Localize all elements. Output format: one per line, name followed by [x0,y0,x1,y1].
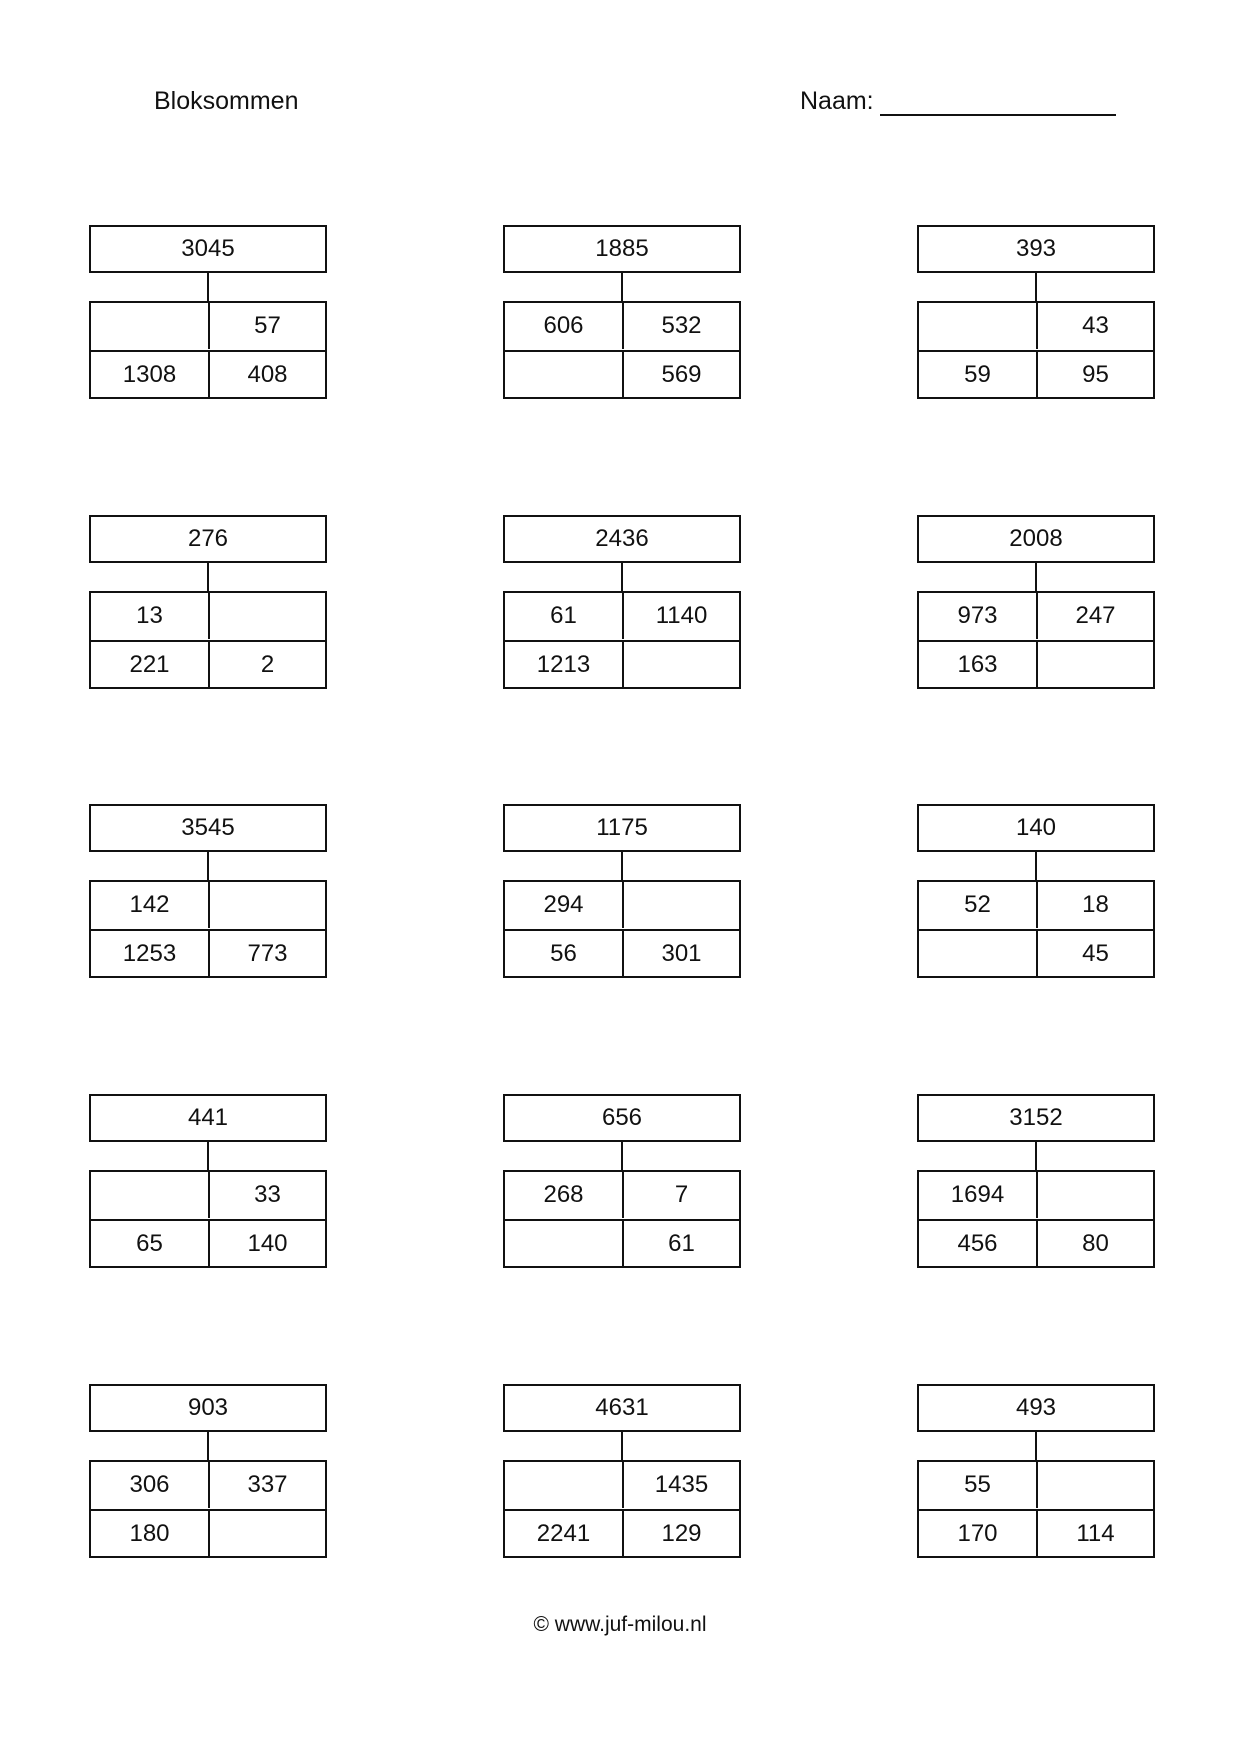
block-sum-cell: 18 [1036,882,1153,928]
name-label: Naam: [800,87,874,115]
block-sum-cell: 43 [1036,303,1153,349]
block-sum [917,1384,1155,1558]
block-sum-cell: 33 [208,1172,325,1218]
block-sum-cell: 532 [622,303,739,349]
block-sum-cells [89,301,327,399]
block-sum-connector [207,273,209,303]
block-sum-cells [917,1460,1155,1558]
block-sum-blank-cell[interactable] [505,1462,622,1508]
block-sum-cell: 2241 [505,1509,622,1556]
block-sum-cells [917,880,1155,978]
block-sum-cell: 1694 [950,1181,1005,1208]
block-sum-connector [621,1142,623,1172]
block-sum-connector [621,563,623,593]
block-sum-cell: 1140 [622,593,739,639]
block-sum-total: 140 [917,804,1155,852]
block-sum-total: 3545 [89,804,327,852]
block-sum-blank-cell[interactable] [1036,640,1153,687]
block-sum-blank-cell[interactable] [505,350,622,397]
block-sum-cells [89,880,327,978]
block-sum-connector [207,563,209,593]
block-sum-connector [1035,273,1037,303]
block-sum-total: 2008 [917,515,1155,563]
block-sum-cell: 408 [208,350,325,397]
name-blank-line[interactable] [880,92,1116,116]
block-sum-connector [1035,852,1037,882]
block-sum-cell: 55 [964,1471,991,1498]
block-sum-total: 903 [89,1384,327,1432]
block-sum-cell: 1435 [622,1462,739,1508]
block-sum-connector [1035,563,1037,593]
block-sum [89,804,327,978]
block-sum-cells [503,1170,741,1268]
block-sum-cell: 221 [91,640,208,687]
block-sum-connector [1035,1142,1037,1172]
block-sum-cells [503,1460,741,1558]
block-sum-cell: 57 [208,303,325,349]
block-sum-total: 441 [89,1094,327,1142]
block-sum-blank-cell[interactable] [208,593,325,639]
block-sum-cells [503,880,741,978]
block-sum-cells [917,301,1155,399]
block-sum-cell: 13 [136,602,163,629]
block-sum [503,1384,741,1558]
block-sum-total: 2436 [503,515,741,563]
block-sum-total: 4631 [503,1384,741,1432]
block-sum-cell: 1253 [91,929,208,976]
block-sum-cells [89,1170,327,1268]
copyright-footer: © www.juf-milou.nl [533,1613,707,1636]
block-sum-cell: 56 [505,929,622,976]
block-sum-total: 1175 [503,804,741,852]
block-sum-cell: 1213 [505,640,622,687]
block-sum [917,225,1155,399]
name-field [800,86,1116,116]
block-sum-cells [89,1460,327,1558]
block-sum-cell: 306 [129,1471,170,1498]
block-sum-cell: 973 [957,602,998,629]
block-sum-cell: 2 [208,640,325,687]
block-sum-cells [917,1170,1155,1268]
block-sum-cells [503,591,741,689]
block-sum-cell: 7 [622,1172,739,1218]
block-sum [503,1094,741,1268]
block-sum-cell: 773 [208,929,325,976]
block-sum-cell: 569 [622,350,739,397]
block-sum-total: 3045 [89,225,327,273]
block-sum-cell: 301 [622,929,739,976]
block-sum-cell: 163 [919,640,1036,687]
block-sum-cell: 456 [919,1219,1036,1266]
block-sum-cell: 247 [1036,593,1153,639]
block-sum-connector [621,273,623,303]
block-sum-blank-cell[interactable] [208,1509,325,1556]
block-sum [89,515,327,689]
block-sum-connector [207,1142,209,1172]
block-sum-cell: 140 [208,1219,325,1266]
block-sum-cell: 65 [91,1219,208,1266]
block-sum-blank-cell[interactable] [1036,1172,1153,1218]
block-sum-cells [503,301,741,399]
block-sum [89,225,327,399]
worksheet-title: Bloksommen [154,87,299,115]
block-sum-cell: 114 [1036,1509,1153,1556]
block-sum-connector [621,1432,623,1462]
block-sum-blank-cell[interactable] [919,929,1036,976]
block-sum [917,515,1155,689]
block-sum [503,225,741,399]
block-sum-cells [89,591,327,689]
block-sum [917,1094,1155,1268]
block-sum [503,804,741,978]
block-sum-total: 276 [89,515,327,563]
block-sum-cell: 294 [543,891,584,918]
block-sum [503,515,741,689]
block-sum-cell: 268 [543,1181,584,1208]
block-sum-cell: 61 [622,1219,739,1266]
block-sum [917,804,1155,978]
block-sum-total: 656 [503,1094,741,1142]
block-sum-blank-cell[interactable] [622,640,739,687]
block-sum-cell: 80 [1036,1219,1153,1266]
block-sum-blank-cell[interactable] [505,1219,622,1266]
block-sum-blank-cell[interactable] [208,882,325,928]
block-sum-blank-cell[interactable] [1036,1462,1153,1508]
block-sum-connector [207,852,209,882]
block-sum-connector [207,1432,209,1462]
block-sum-connector [621,852,623,882]
block-sum-cell: 170 [919,1509,1036,1556]
block-sum-total: 393 [917,225,1155,273]
block-sum-blank-cell[interactable] [91,303,208,349]
block-sum-connector [1035,1432,1037,1462]
block-sum-total: 493 [917,1384,1155,1432]
block-sum-total: 3152 [917,1094,1155,1142]
block-sum-cell: 606 [543,312,584,339]
block-sum-cell: 59 [919,350,1036,397]
block-sum-cell: 337 [208,1462,325,1508]
block-sum-cell: 95 [1036,350,1153,397]
block-sum-cell: 129 [622,1509,739,1556]
block-sum-cell: 52 [964,891,991,918]
block-sum-blank-cell[interactable] [91,1172,208,1218]
block-sum-cell: 1308 [91,350,208,397]
block-sum-blank-cell[interactable] [622,882,739,928]
block-sum [89,1384,327,1558]
block-sum-cell: 61 [550,602,577,629]
block-sum [89,1094,327,1268]
block-sum-cell: 45 [1036,929,1153,976]
block-sum-cells [917,591,1155,689]
block-sum-total: 1885 [503,225,741,273]
block-sum-cell: 180 [91,1509,208,1556]
block-sum-cell: 142 [129,891,170,918]
block-sum-blank-cell[interactable] [919,303,1036,349]
